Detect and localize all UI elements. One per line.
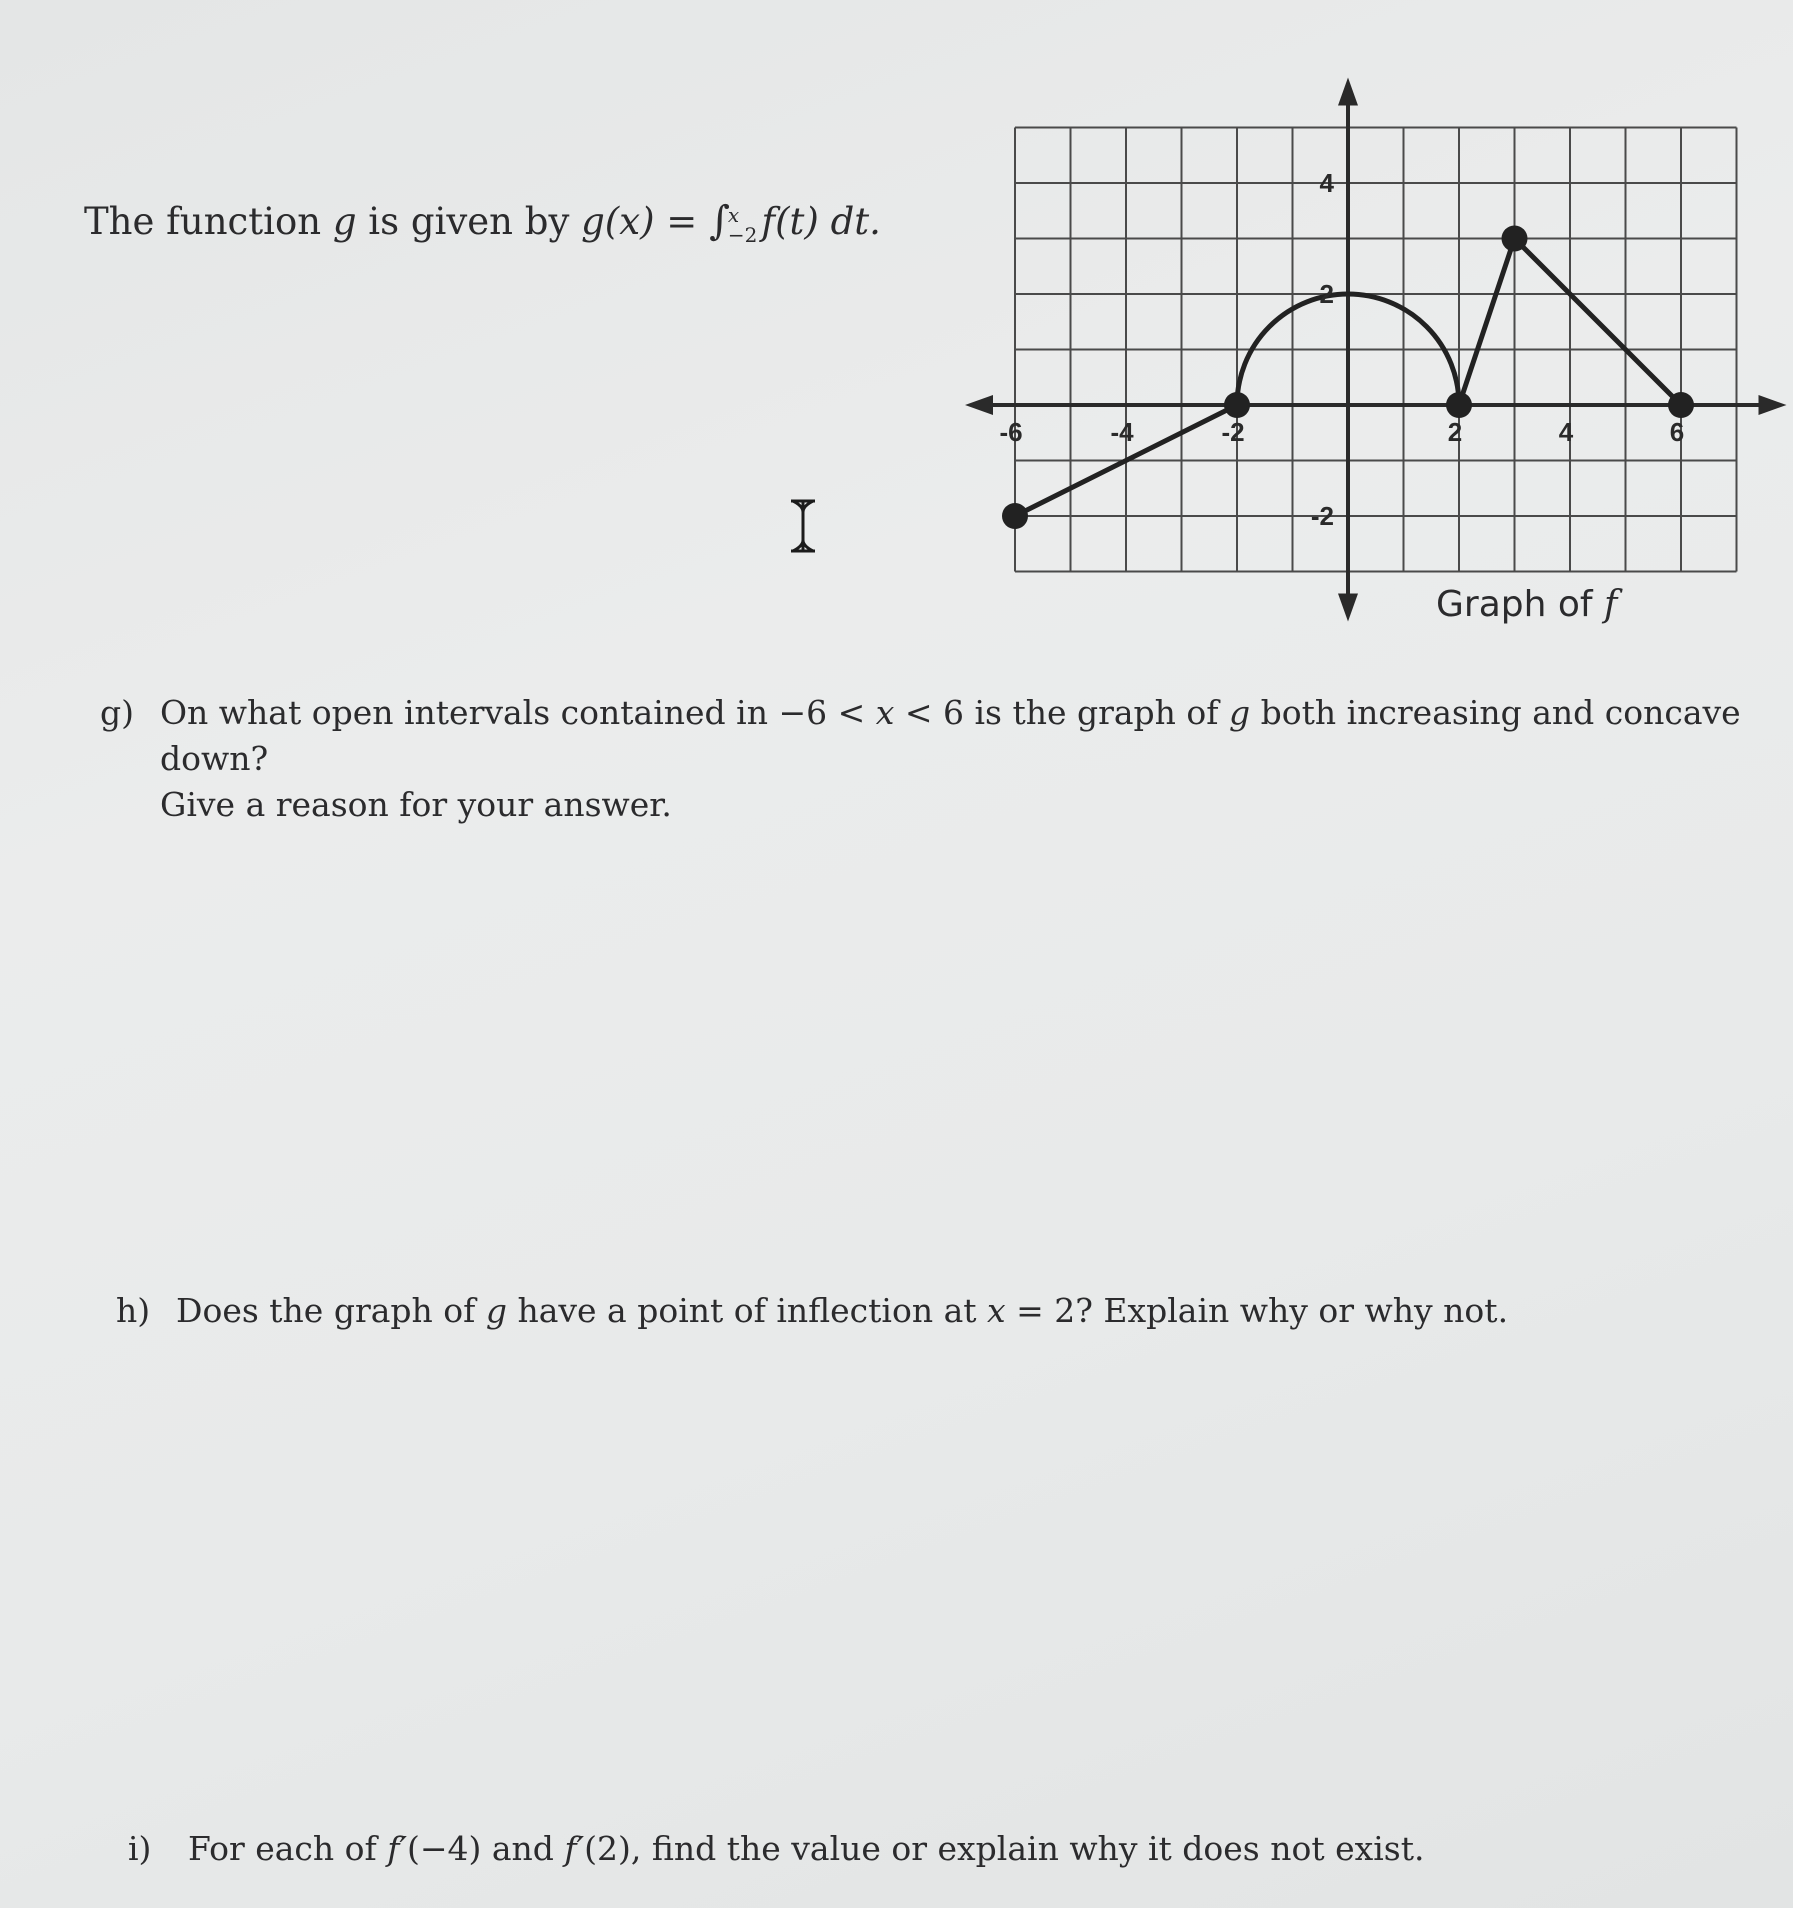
y-tick-label: 2 bbox=[1319, 279, 1334, 309]
question-label: g) bbox=[100, 693, 134, 732]
x-tick-label: 2 bbox=[1447, 417, 1463, 447]
curve-segment bbox=[1515, 239, 1682, 406]
graph-svg bbox=[0, 0, 1793, 650]
question-label: h) bbox=[116, 1291, 151, 1330]
question-h bbox=[116, 1288, 1716, 1334]
question-text-line2: Give a reason for your answer. bbox=[160, 785, 672, 824]
x-tick-label: -4 bbox=[1110, 417, 1134, 447]
x-axis-right-arrow bbox=[1759, 395, 1787, 415]
question-text: Does the graph of g have a point of inflection at x = 2? Explain why or why not. bbox=[176, 1291, 1509, 1330]
data-point bbox=[1224, 392, 1250, 418]
f-symbol: f bbox=[1604, 584, 1618, 625]
data-point bbox=[1002, 503, 1028, 529]
integral-sign: ∫ bbox=[709, 198, 730, 244]
data-point bbox=[1446, 392, 1472, 418]
question-g bbox=[100, 690, 1760, 828]
y-axis-up-arrow bbox=[1338, 78, 1358, 106]
x-tick-label: 4 bbox=[1558, 417, 1574, 447]
question-label: i) bbox=[128, 1829, 152, 1868]
g-symbol: g bbox=[332, 200, 357, 243]
graph-of-f bbox=[0, 0, 1793, 650]
intro-statement: The function g is given by g(x) = ∫ x −2 f(t) dt. bbox=[84, 198, 881, 247]
x-tick-label: 6 bbox=[1669, 417, 1685, 447]
curve-segment bbox=[1459, 239, 1515, 406]
data-point bbox=[1502, 226, 1528, 252]
x-axis-left-arrow bbox=[965, 395, 993, 415]
y-tick-label: 4 bbox=[1319, 168, 1334, 198]
graph-caption: Graph of f bbox=[1436, 584, 1618, 625]
integrand: f(t) dt. bbox=[761, 200, 881, 243]
upper-limit: x bbox=[727, 202, 740, 227]
question-text: On what open intervals contained in −6 < x < 6 is the graph of g both increasing and concave down? bbox=[160, 693, 1741, 778]
x-tick-label: -6 bbox=[999, 417, 1023, 447]
question-i bbox=[128, 1826, 1728, 1872]
g-of-x: g(x) = bbox=[581, 200, 710, 243]
question-text: For each of f′(−4) and f′(2), find the value or explain why it does not exist. bbox=[188, 1829, 1425, 1868]
lower-limit: −2 bbox=[727, 222, 758, 247]
y-tick-label: -2 bbox=[1310, 501, 1334, 531]
x-tick-label: -2 bbox=[1221, 417, 1245, 447]
data-point bbox=[1668, 392, 1694, 418]
y-axis-down-arrow bbox=[1338, 594, 1358, 622]
